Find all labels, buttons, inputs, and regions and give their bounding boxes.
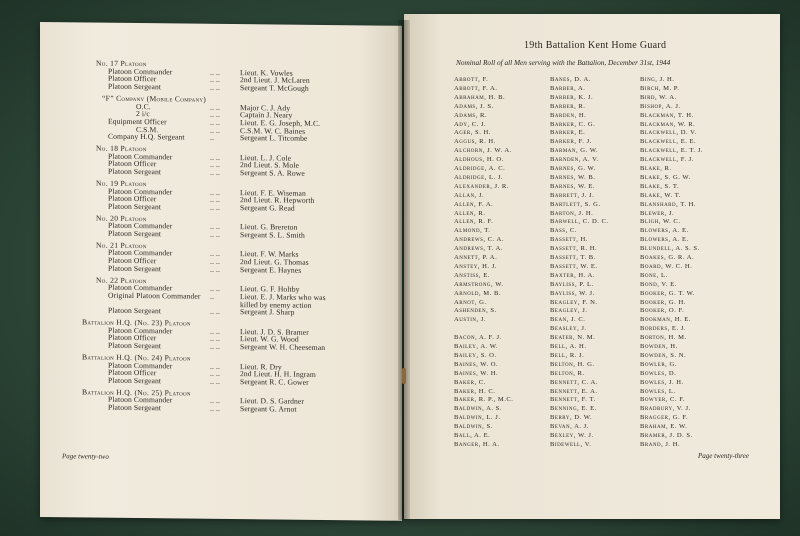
roll-name: Barden, H. bbox=[550, 111, 587, 119]
roll-name: Bond, V. E. bbox=[640, 280, 677, 288]
roll-name: Barwell, C. D. C. bbox=[550, 218, 609, 226]
role-label: Platoon Officer bbox=[108, 74, 157, 84]
page-title: 19th Battalion Kent Home Guard bbox=[524, 40, 667, 51]
roll-name: Blake, S. G. W. bbox=[640, 173, 691, 181]
staple bbox=[402, 368, 406, 384]
role-label: Platoon Commander bbox=[108, 360, 173, 370]
section-heading-text: No. 19 Platoon bbox=[96, 178, 147, 188]
person-name: Lieut. L. J. Cole bbox=[240, 152, 292, 163]
section-heading-text: No. 18 Platoon bbox=[96, 143, 147, 154]
person-name: Lieut. J. D. S. Bramer bbox=[240, 326, 309, 337]
person-name: 2nd Lieut. S. Mole bbox=[240, 160, 299, 171]
person-name: Sergeant S. A. Rowe bbox=[240, 168, 305, 178]
role-label: Company H.Q. Sergeant bbox=[108, 132, 185, 142]
roll-name: Booker, O. F. bbox=[640, 307, 685, 315]
roll-name: Allen, R. F. bbox=[454, 218, 494, 226]
leader-dots: .. .. bbox=[210, 125, 220, 135]
roll-name: Andrews, T. A. bbox=[454, 245, 503, 253]
roll-name: Bowden, H. bbox=[640, 343, 678, 350]
roll-name: Bowles, D. bbox=[640, 369, 677, 377]
role-label: Platoon Commander bbox=[108, 395, 173, 405]
roster-line bbox=[40, 247, 400, 260]
roll-name: Blowers, A. E. bbox=[640, 227, 689, 235]
roll-name: Barnes, W. E. bbox=[550, 182, 596, 190]
person-name: Sergeant T. McGough bbox=[240, 83, 309, 93]
role-label: Platoon Commander bbox=[108, 186, 173, 196]
roll-name: Arnold, M. B. bbox=[454, 289, 501, 297]
leader-dots: .. .. bbox=[210, 256, 220, 266]
roster-line bbox=[40, 263, 400, 275]
roll-name: Annett, P. A. bbox=[454, 254, 498, 261]
roll-name: Bowles, J. H. bbox=[640, 378, 684, 386]
leader-dots: .. .. bbox=[210, 167, 220, 177]
person-name: Lieut. E. G. Joseph, M.C. bbox=[240, 117, 321, 128]
role-label: Platoon Officer bbox=[108, 367, 157, 378]
roll-name: Bailey, A. W. bbox=[454, 343, 499, 350]
section-heading-text: Battalion H.Q. (No. 24) Platoon bbox=[82, 352, 191, 363]
role-label: Platoon Commander bbox=[108, 325, 173, 336]
roster-line bbox=[40, 73, 400, 86]
roster-line bbox=[40, 131, 400, 144]
roster-line bbox=[40, 402, 400, 414]
section-heading bbox=[40, 93, 400, 104]
section-heading-text: Battalion H.Q. (No. 25) Platoon bbox=[82, 387, 191, 398]
section-heading bbox=[40, 275, 400, 285]
roster-line bbox=[40, 81, 400, 93]
roll-name: Benning, E. E. bbox=[550, 405, 597, 413]
roll-name: Barnes, G. W. bbox=[550, 165, 596, 172]
role-label: 2 i/c bbox=[136, 109, 150, 119]
roll-name: Bramer, J. D. S. bbox=[640, 432, 693, 439]
person-name: Lieut. W. G. Wood bbox=[240, 334, 299, 345]
person-name: Lieut. D. S. Gardner bbox=[240, 396, 304, 407]
leader-dots: .. .. bbox=[210, 152, 220, 162]
roster-line bbox=[40, 101, 400, 113]
leader-dots: .. .. bbox=[210, 229, 220, 239]
roll-name: Allen, R. bbox=[454, 209, 486, 217]
roll-name: Bennett, E. A. bbox=[550, 387, 598, 395]
person-name: 2nd Lieut. R. Hepworth bbox=[240, 195, 315, 206]
roll-name: Bacon, A. F. J. bbox=[454, 334, 502, 342]
roll-name: Blackman, T. H. bbox=[640, 111, 694, 119]
roll-name: Bradbury, V. J. bbox=[640, 405, 691, 413]
roster-line bbox=[40, 116, 400, 128]
roll-name: Bassett, W. E. bbox=[550, 262, 598, 270]
roll-name: Beasley, J. bbox=[550, 325, 587, 333]
roll-name: Adams, J. S. bbox=[454, 102, 494, 110]
roster-line bbox=[40, 158, 400, 171]
roll-name: Baldwin, L. J. bbox=[454, 414, 501, 422]
role-label: Platoon Commander bbox=[108, 282, 173, 293]
section-heading bbox=[40, 58, 400, 69]
roll-name: Aldridge, A. C. bbox=[454, 165, 506, 172]
roll-name: Bassett, H. bbox=[550, 236, 588, 244]
role-label: Platoon Officer bbox=[108, 193, 157, 204]
roll-name: Baxter, H. A. bbox=[550, 271, 595, 279]
roster-line bbox=[40, 367, 400, 380]
role-label: Platoon Sergeant bbox=[108, 81, 162, 92]
section-heading-text: No. 20 Platoon bbox=[96, 213, 147, 223]
roll-name: Beagley, F. N. bbox=[550, 298, 598, 306]
person-name: Captain J. Neary bbox=[240, 110, 293, 120]
right-page bbox=[404, 14, 780, 519]
roster-line bbox=[40, 255, 400, 267]
section-heading bbox=[40, 317, 400, 328]
roll-name: Bean, J. C. bbox=[550, 316, 586, 324]
book-gutter bbox=[398, 20, 410, 520]
roster-line bbox=[40, 340, 400, 353]
roll-name: Adams, R. bbox=[454, 111, 488, 119]
roll-name: Bligh, W. C. bbox=[640, 218, 681, 226]
roll-name: Bird, W. A. bbox=[640, 93, 677, 101]
leader-dots: .. .. bbox=[210, 82, 220, 92]
roll-name: Belton, R. bbox=[550, 369, 585, 377]
roll-name: Aggus, R. H. bbox=[454, 138, 496, 146]
roll-name: Birch, M. P. bbox=[640, 84, 680, 92]
roster-line bbox=[40, 201, 400, 213]
leader-dots: .. .. bbox=[210, 109, 220, 120]
section-heading-text: No. 21 Platoon bbox=[96, 240, 147, 250]
person-name: Lieut. F. W. Marks bbox=[240, 249, 299, 260]
roster-line bbox=[40, 151, 400, 163]
roll-name: Blake, W. T. bbox=[640, 191, 681, 199]
roll-name: Berry, D. W. bbox=[550, 414, 592, 422]
roll-name: Blundell, A. S. S. bbox=[640, 245, 700, 253]
roll-name: Allen, F. A. bbox=[454, 200, 494, 208]
roll-name: Alexander, J. R. bbox=[454, 182, 509, 190]
roll-name: Aldridge, L. J. bbox=[454, 173, 504, 181]
roll-name: Ashenden, S. bbox=[454, 307, 497, 315]
roll-name: Blackwell, E. E. bbox=[640, 138, 697, 146]
roll-name: Barnes, W. B. bbox=[550, 173, 596, 181]
leader-dots: .. .. bbox=[210, 67, 220, 77]
roll-name: Blackwell, D. V. bbox=[640, 129, 697, 137]
roster-line bbox=[40, 166, 400, 178]
roll-name: Arnot, G. bbox=[454, 298, 487, 306]
person-name: Lieut. R. Dry bbox=[240, 361, 282, 372]
roll-name: Bailey, S. O. bbox=[454, 351, 497, 359]
roll-name: Baldwin, S. bbox=[454, 423, 493, 431]
leader-dots: .. .. bbox=[210, 326, 220, 336]
roll-name: Barber, A. bbox=[550, 84, 586, 92]
roster-line bbox=[40, 305, 400, 317]
person-name: Lieut. E. J. Marks who was bbox=[240, 291, 326, 302]
role-label: Platoon Sergeant bbox=[108, 166, 162, 177]
person-name: C.S.M. W. C. Baines bbox=[240, 125, 306, 136]
roll-name: Beagley, J. bbox=[550, 307, 588, 315]
section-heading bbox=[40, 352, 400, 363]
section-heading bbox=[40, 213, 400, 223]
roster-line bbox=[40, 298, 400, 310]
leader-dots: .. .. bbox=[210, 396, 220, 406]
roster-line bbox=[40, 66, 400, 78]
leader-dots: .. .. bbox=[210, 194, 220, 205]
roll-name: Baker, R. P., M.C. bbox=[454, 396, 514, 404]
person-name: Major C. J. Ady bbox=[240, 102, 291, 113]
roll-name: Barber, K. J. bbox=[550, 93, 594, 101]
leader-dots: .. .. bbox=[210, 283, 220, 294]
roll-name: Brand, J. H. bbox=[640, 440, 681, 448]
roll-name: Blewer, J. bbox=[640, 209, 675, 217]
person-name: Sergeant L. Titcombe bbox=[240, 133, 308, 144]
leader-dots: .. bbox=[210, 291, 214, 301]
person-name: Lieut. G. Brereton bbox=[240, 222, 298, 232]
roll-name: Bassett, R. H. bbox=[550, 245, 598, 253]
roll-name: Bookman, H. E. bbox=[640, 316, 691, 324]
section-heading-text: No. 22 Platoon bbox=[96, 275, 147, 285]
roll-name: Ady, C. J. bbox=[454, 120, 487, 128]
roll-name: Blake, S. T. bbox=[640, 182, 680, 190]
person-name: Sergeant G. Read bbox=[240, 202, 295, 213]
roster-line bbox=[40, 124, 400, 136]
roll-name: Beater, N. M. bbox=[550, 334, 596, 342]
roll-name: Bartlett, S. G. bbox=[550, 200, 601, 208]
roll-name: Abbott, F. A. bbox=[454, 84, 498, 92]
leader-dots: .. .. bbox=[210, 376, 220, 386]
roll-name: Boakes, G. R. A. bbox=[640, 254, 695, 261]
roll-name: Blowers, A. E. bbox=[640, 236, 689, 244]
page-subtitle: Nominal Roll of all Men serving with the Battalion, December 31st, 1944 bbox=[456, 58, 671, 67]
roll-name: Bowyer, C. F. bbox=[640, 396, 686, 404]
role-label: Platoon Sergeant bbox=[108, 402, 162, 413]
roll-name: Baker, C. bbox=[454, 378, 486, 386]
person-name: Sergeant S. L. Smith bbox=[240, 230, 305, 240]
leader-dots: .. .. bbox=[210, 361, 220, 371]
role-label: C.S.M. bbox=[136, 124, 159, 134]
section-heading bbox=[40, 143, 400, 154]
person-name: 2nd Lieut. H. H. Ingram bbox=[240, 369, 316, 380]
roster-line bbox=[40, 186, 400, 198]
roster-line bbox=[40, 193, 400, 206]
roll-name: Abraham, H. B. bbox=[454, 93, 506, 101]
section-heading-text: “F” Company (Mobile Company) bbox=[102, 93, 207, 104]
roll-name: Blackwell, F. J. bbox=[640, 156, 694, 164]
roll-name: Ball, A. E. bbox=[454, 432, 491, 439]
roll-name: Banger, H. A. bbox=[454, 440, 500, 448]
role-label: Platoon Sergeant bbox=[108, 340, 162, 351]
roll-name: Bayliss, P. L. bbox=[550, 280, 594, 288]
person-name: 2nd Lieut. G. Thomas bbox=[240, 257, 309, 267]
roll-name: Bell, A. H. bbox=[550, 343, 587, 350]
roll-name: Bennett, C. A. bbox=[550, 378, 598, 386]
roll-name: Barrett, J. J. bbox=[550, 191, 595, 199]
leader-dots: .. .. bbox=[210, 160, 220, 170]
roll-name: Bragger, G. F. bbox=[640, 414, 689, 422]
role-label: Platoon Officer bbox=[108, 333, 157, 343]
roll-name: Bell, R. J. bbox=[550, 351, 585, 359]
role-label: Platoon Sergeant bbox=[108, 228, 162, 239]
role-label: Platoon Sergeant bbox=[108, 263, 162, 274]
roll-name: Borders, E. J. bbox=[640, 325, 686, 333]
role-label: Platoon Commander bbox=[108, 248, 173, 258]
leader-dots: .. bbox=[210, 133, 214, 143]
person-name: Sergeant G. Arnot bbox=[240, 404, 297, 414]
roll-name: Booker, G. H. bbox=[640, 298, 686, 306]
roll-name: Booker, G. T. W. bbox=[640, 289, 695, 297]
roll-name: Bevan, A. J. bbox=[550, 423, 589, 431]
roll-name: Baker, H. C. bbox=[454, 387, 496, 395]
roll-name: Bass, C. bbox=[550, 227, 577, 235]
person-name: Sergeant E. Haynes bbox=[240, 264, 302, 275]
roll-name: Bowden, S. N. bbox=[640, 351, 687, 359]
roll-name: Baldwin, A. S. bbox=[454, 405, 502, 413]
leader-dots: .. .. bbox=[210, 102, 220, 112]
role-label: Platoon Officer bbox=[108, 159, 157, 169]
leader-dots: .. .. bbox=[210, 75, 220, 85]
role-label: Platoon Commander bbox=[108, 221, 173, 231]
roll-name: Borton, H. M. bbox=[640, 334, 687, 342]
roll-name: Blake, R. bbox=[640, 165, 672, 172]
person-name: killed by enemy action bbox=[240, 299, 312, 310]
roster-line bbox=[40, 228, 400, 240]
roll-name: Aldhous, H. O. bbox=[454, 156, 504, 164]
section-heading bbox=[40, 240, 400, 250]
roll-name: Barman, G. W. bbox=[550, 147, 599, 155]
roll-name: Baines, W. H. bbox=[454, 369, 499, 377]
roll-name: Barker, F. J. bbox=[550, 138, 592, 146]
leader-dots: .. .. bbox=[210, 368, 220, 379]
person-name: 2nd Lieut. J. McLaren bbox=[240, 75, 310, 86]
person-name: Sergeant J. Sharp bbox=[240, 307, 295, 317]
roll-name: Banes, D. A. bbox=[550, 76, 591, 83]
roll-name: Bexley, W. J. bbox=[550, 432, 594, 439]
person-name: Sergeant W. H. Cheeseman bbox=[240, 342, 326, 353]
section-heading-text: No. 17 Platoon bbox=[96, 58, 147, 69]
role-label: Platoon Commander bbox=[108, 151, 173, 162]
role-label: Platoon Sergeant bbox=[108, 201, 162, 212]
leader-dots: .. .. bbox=[210, 249, 220, 259]
roll-name: Bishop, A. J. bbox=[640, 102, 681, 110]
roll-name: Bayliss, W. J. bbox=[550, 289, 595, 297]
role-label: Platoon Officer bbox=[108, 255, 157, 266]
roll-name: Barnden, A. V. bbox=[550, 156, 599, 164]
roll-name: Allan, J. bbox=[454, 191, 485, 199]
leader-dots: .. .. bbox=[210, 202, 220, 212]
roll-name: Belton, H. G. bbox=[550, 360, 595, 368]
roll-name: Bing, J. H. bbox=[640, 76, 675, 83]
roll-name: Barton, J. H. bbox=[550, 209, 594, 217]
role-label: Equipment Officer bbox=[108, 116, 167, 127]
leader-dots: .. .. bbox=[210, 187, 220, 197]
roll-name: Alchorn, J. W. A. bbox=[454, 147, 512, 155]
role-label: O.C. bbox=[136, 101, 151, 111]
roll-name: Baines, W. O. bbox=[454, 360, 499, 368]
roll-name: Bowles, L. bbox=[640, 387, 676, 395]
roll-name: Anstiss, E. bbox=[454, 271, 490, 279]
roll-name: Braham, E. W. bbox=[640, 423, 688, 431]
roll-name: Blackman, W. R. bbox=[640, 120, 696, 128]
role-label: Platoon Commander bbox=[108, 66, 173, 77]
leader-dots: .. .. bbox=[210, 334, 220, 344]
leader-dots: .. .. bbox=[210, 264, 220, 274]
roster-line bbox=[40, 220, 400, 232]
leader-dots: .. .. bbox=[210, 403, 220, 413]
leader-dots: .. .. bbox=[210, 222, 220, 232]
roster-line bbox=[40, 290, 400, 302]
roll-name: Bassett, T. B. bbox=[550, 254, 596, 261]
roll-name: Anstey, H. J. bbox=[454, 262, 497, 270]
roll-name: Abbott, F. bbox=[454, 76, 489, 83]
roll-name: Blackwell, E. T. J. bbox=[640, 147, 703, 155]
roster-line bbox=[40, 108, 400, 120]
roll-name: Bidewell, V. bbox=[550, 440, 592, 448]
page-number-left: Page twenty-two bbox=[62, 452, 109, 461]
person-name: Lieut. F. E. Wiseman bbox=[240, 187, 306, 198]
person-name: Lieut. G. F. Holtby bbox=[240, 284, 300, 294]
roster-line bbox=[40, 375, 400, 387]
roll-name: Bowler, G. bbox=[640, 360, 677, 368]
roll-name: Bennett, F. T. bbox=[550, 396, 596, 404]
section-heading bbox=[40, 178, 400, 188]
roll-name: Armstrong, W. bbox=[454, 280, 504, 288]
section-heading-text: Battalion H.Q. (No. 23) Platoon bbox=[82, 317, 191, 328]
roll-name: Barker, C. G. bbox=[550, 120, 596, 128]
roll-name: Almond, T. bbox=[454, 227, 491, 235]
role-label: Original Platoon Commander bbox=[108, 290, 201, 301]
leader-dots: .. .. bbox=[210, 307, 220, 317]
person-name: Sergeant R. C. Gower bbox=[240, 376, 309, 387]
person-name: Lieut. K. Vowles bbox=[240, 67, 293, 78]
roll-name: Barber, R. bbox=[550, 102, 586, 110]
left-page bbox=[40, 22, 402, 521]
role-label: Platoon Sergeant bbox=[108, 306, 162, 316]
roster-line bbox=[40, 282, 400, 294]
leader-dots: .. .. bbox=[210, 341, 220, 351]
roll-name: Barker, E. bbox=[550, 129, 586, 137]
roll-name: Ager, S. H. bbox=[454, 129, 491, 137]
roll-name: Blanshard, T. H. bbox=[640, 200, 697, 208]
page-number-right: Page twenty-three bbox=[698, 452, 749, 460]
roster-line bbox=[40, 332, 400, 345]
roll-name: Bone, L. bbox=[640, 271, 668, 279]
roll-name: Andrews, C. A. bbox=[454, 236, 504, 244]
section-heading bbox=[40, 387, 400, 398]
roll-name: Board, W. C. H. bbox=[640, 262, 693, 270]
leader-dots: .. .. bbox=[210, 117, 220, 127]
roll-name: Austin, J. bbox=[454, 316, 486, 324]
role-label: Platoon Sergeant bbox=[108, 375, 162, 386]
